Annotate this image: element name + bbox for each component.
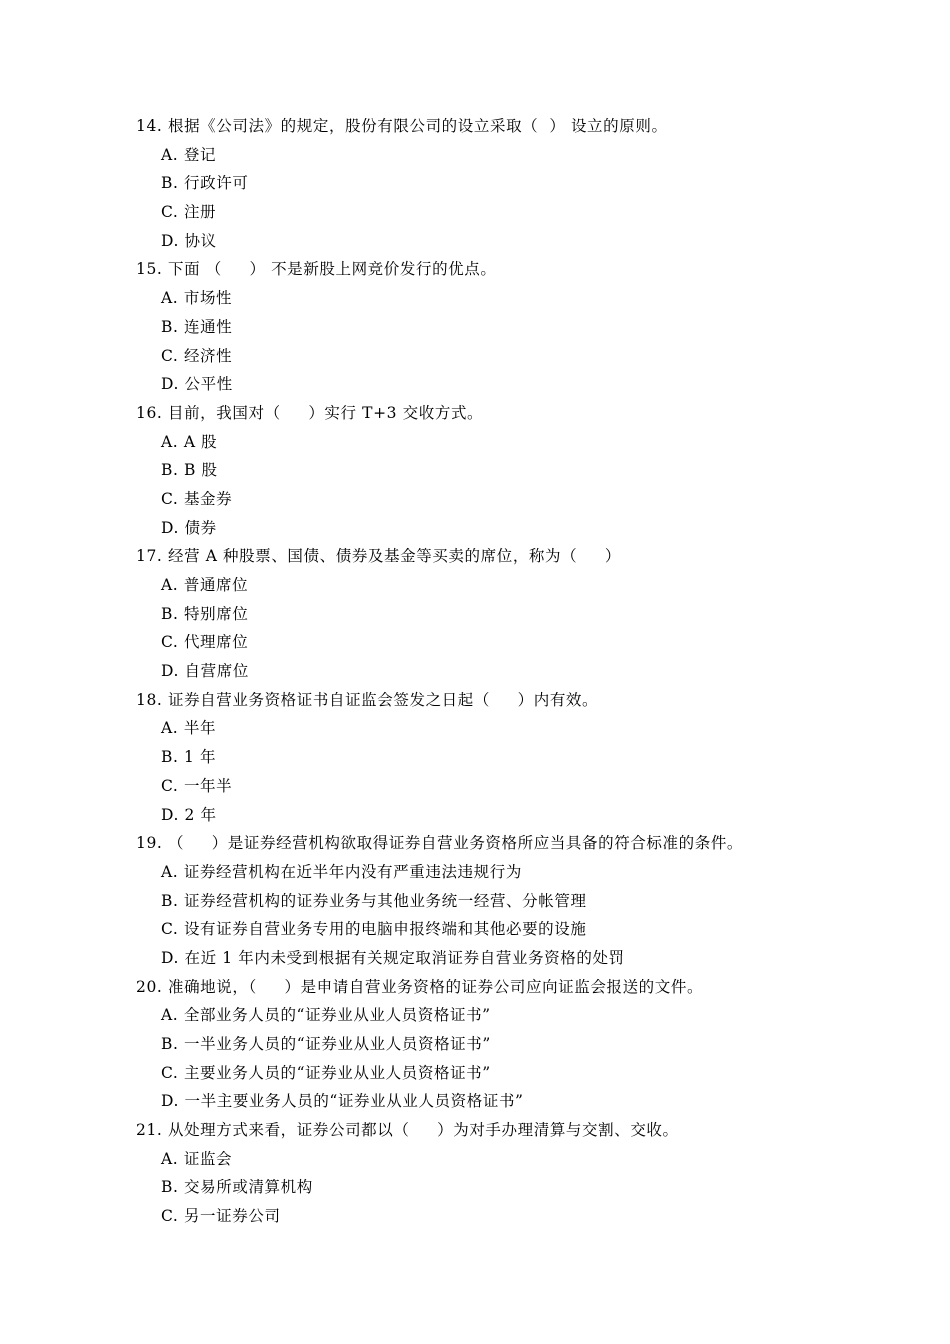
answer-option: B. 行政许可: [161, 174, 249, 193]
question-stem: 15. 下面 （ ） 不是新股上网竞价发行的优点。: [136, 260, 497, 279]
question-block: [0, 112, 950, 255]
question-stem: 20. 准确地说，（ ）是申请自营业务资格的证券公司应向证监会报送的文件。: [136, 977, 704, 996]
answer-option: D. 在近 1 年内未受到根据有关规定取消证券自营业务资格的处罚: [161, 948, 625, 967]
question-stem: 19. （ ）是证券经营机构欲取得证券自营业务资格所应当具备的符合标准的条件。: [136, 834, 744, 853]
answer-option: B. 连通性: [161, 317, 233, 336]
answer-option: A. 证券经营机构在近半年内没有严重违法违规行为: [161, 862, 522, 881]
answer-option: D. 一半主要业务人员的“证券业从业人员资格证书”: [161, 1092, 524, 1111]
question-block: [0, 973, 950, 1116]
answer-option: B. 一半业务人员的“证券业从业人员资格证书”: [161, 1035, 491, 1053]
answer-option: B. B 股: [161, 461, 218, 480]
question-block: [0, 255, 950, 398]
answer-option: B. 特别席位: [161, 604, 249, 623]
answer-option: A. 普通席位: [161, 576, 249, 594]
answer-option: C. 代理席位: [161, 633, 249, 652]
answer-option: C. 基金券: [161, 489, 233, 508]
question-stem: 18. 证券自营业务资格证书自证监会签发之日起（ ）内有效。: [136, 690, 599, 709]
question-stem: 17. 经营 A 种股票、国债、债券及基金等买卖的席位，称为（ ）: [136, 547, 621, 566]
answer-option: A. 全部业务人员的“证券业从业人员资格证书”: [161, 1006, 491, 1025]
answer-option: A. 半年: [161, 719, 217, 738]
question-block: [0, 1116, 950, 1231]
answer-option: A. 登记: [161, 145, 217, 164]
question-block: [0, 686, 950, 829]
question-stem: 14. 根据《公司法》的规定，股份有限公司的设立采取（ ） 设立的原则。: [136, 117, 668, 135]
question-block: [0, 829, 950, 972]
answer-option: C. 主要业务人员的“证券业从业人员资格证书”: [161, 1063, 491, 1082]
answer-option: A. 证监会: [161, 1149, 233, 1168]
answer-option: C. 注册: [161, 203, 217, 222]
answer-option: B. 证券经营机构的证券业务与其他业务统一经营、分帐管理: [161, 891, 587, 910]
question-stem: 21. 从处理方式来看，证券公司都以（ ）为对手办理清算与交割、交收。: [136, 1121, 679, 1140]
answer-option: C. 设有证券自营业务专用的电脑申报终端和其他必要的设施: [161, 920, 587, 939]
answer-option: D. 自营席位: [161, 662, 249, 681]
answer-option: D. 2 年: [161, 805, 217, 824]
answer-option: A. 市场性: [161, 289, 233, 308]
answer-option: D. 债券: [161, 518, 217, 537]
answer-option: D. 协议: [161, 231, 217, 250]
exam-document: [0, 112, 950, 1231]
answer-option: A. A 股: [161, 432, 218, 451]
answer-option: D. 公平性: [161, 375, 233, 394]
answer-option: C. 一年半: [161, 776, 233, 795]
answer-option: B. 1 年: [161, 748, 217, 767]
question-stem: 16. 目前，我国对（ ）实行 T+3 交收方式。: [136, 403, 484, 422]
answer-option: B. 交易所或清算机构: [161, 1178, 313, 1197]
answer-option: C. 经济性: [161, 346, 233, 365]
question-block: [0, 399, 950, 542]
question-block: [0, 542, 950, 685]
answer-option: C. 另一证券公司: [161, 1207, 281, 1226]
